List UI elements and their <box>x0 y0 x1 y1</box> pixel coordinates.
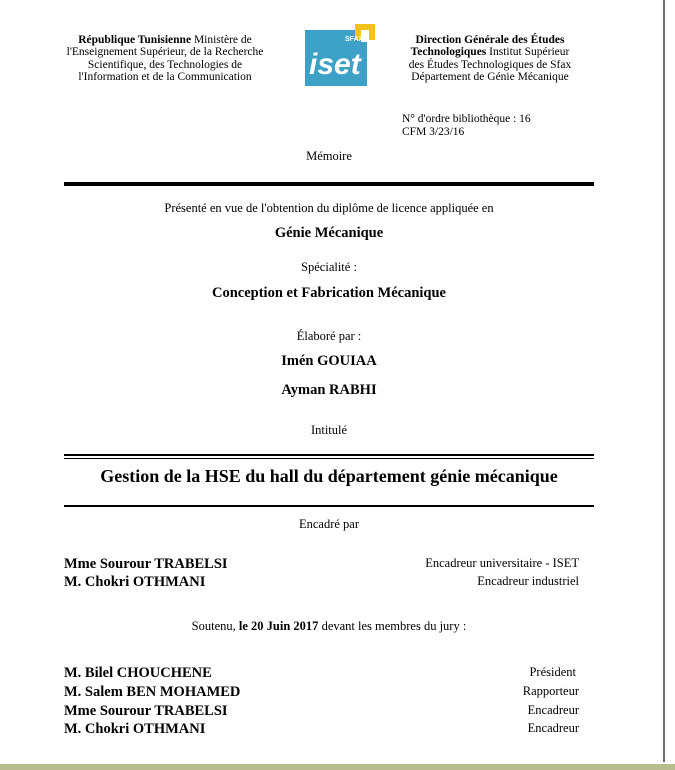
defense-prefix: Soutenu, <box>191 619 239 633</box>
jury-member-name: M. Bilel CHOUCHENE <box>64 665 212 681</box>
header-left-bold: République Tunisienne <box>78 34 192 46</box>
defense-date: le 20 Juin 2017 <box>238 619 319 633</box>
supervisor-name: Mme Sourour TRABELSI <box>64 556 228 572</box>
jury-member-role: Président <box>529 665 576 679</box>
logo-text-iset: iset <box>309 48 361 81</box>
divider-title-top-2 <box>64 458 594 459</box>
divider-top <box>64 182 594 186</box>
defense-statement <box>64 619 594 634</box>
header-right-text: Institut Supérieur des Études Technologiques de Sfax Département de Génie Mécanique <box>408 46 572 84</box>
header-right-bold: Direction Générale des Études Technologiques <box>410 34 565 59</box>
supervisor-role: Encadreur universitaire - ISET <box>425 556 579 570</box>
degree-field: Génie Mécanique <box>274 225 384 241</box>
order-code: CFM 3/23/16 <box>402 126 465 138</box>
defense-suffix: devant les membres du jury : <box>318 619 467 633</box>
authors-label: Élaboré par : <box>296 329 362 343</box>
supervisor-role: Encadreur industriel <box>477 574 579 588</box>
supervisor-row <box>64 574 579 591</box>
header-left-text: Ministère de l'Enseignement Supérieur, de la Recherche Scientifique, des Technologies de l'Information et de la Communication <box>66 34 264 84</box>
supervisor-name: M. Chokri OTHMANI <box>64 574 206 590</box>
jury-row <box>64 721 579 738</box>
author-name: Imén GOUIAA <box>281 353 377 369</box>
thesis-title: Gestion de la HSE du hall du département génie mécanique <box>100 466 558 486</box>
supervisor-row <box>64 556 579 573</box>
header-right-institution <box>405 34 575 84</box>
specialty-name: Conception et Fabrication Mécanique <box>212 285 446 301</box>
author-name: Ayman RABHI <box>281 382 377 398</box>
jury-member-name: M. Chokri OTHMANI <box>64 721 206 737</box>
divider-title-top-1 <box>64 454 594 456</box>
jury-member-role: Encadreur <box>527 721 579 735</box>
jury-row <box>64 665 579 682</box>
title-label: Intitulé <box>310 423 348 437</box>
iset-sfax-logo <box>305 24 375 86</box>
supervised-label: Encadré par <box>298 517 360 531</box>
jury-member-name: M. Salem BEN MOHAMED <box>64 684 241 700</box>
window-bottom-bar <box>0 764 675 770</box>
jury-row <box>64 684 579 701</box>
specialty-label: Spécialité : <box>301 260 357 274</box>
jury-row <box>64 703 579 720</box>
library-order-info <box>402 113 531 139</box>
presented-text: Présenté en vue de l'obtention du diplôme de licence appliquée en <box>164 201 494 215</box>
jury-member-role: Rapporteur <box>522 684 579 698</box>
order-number: N° d'ordre bibliothèque : 16 <box>402 113 531 125</box>
jury-member-role: Encadreur <box>527 703 579 717</box>
header-left-institution <box>60 34 270 84</box>
page-edge <box>663 0 665 762</box>
divider-title-bottom <box>64 505 594 507</box>
document-type: Mémoire <box>306 149 352 163</box>
logo-text-sfax: SFAX <box>345 36 364 43</box>
jury-member-name: Mme Sourour TRABELSI <box>64 703 228 719</box>
